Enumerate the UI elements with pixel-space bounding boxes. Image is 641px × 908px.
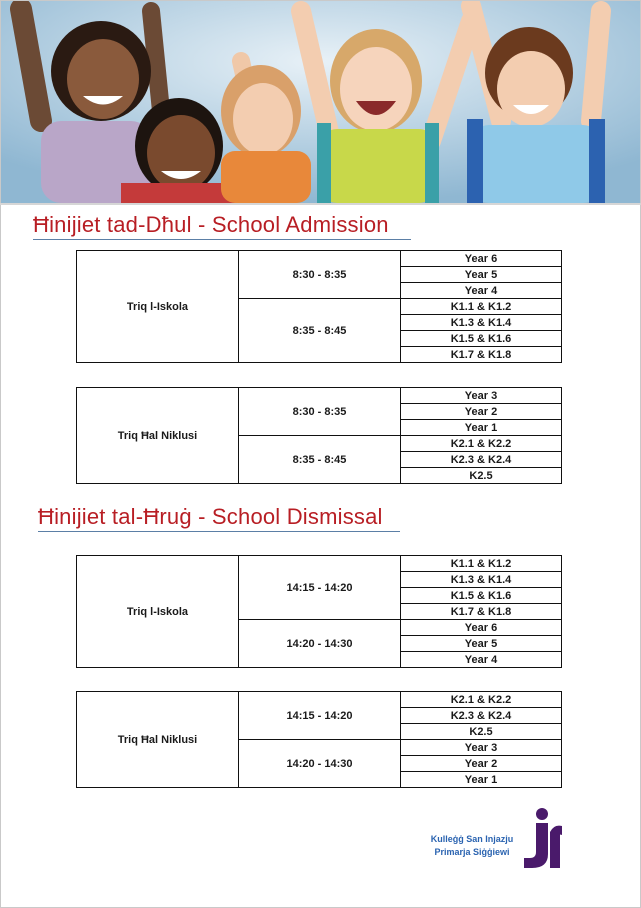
class-cell: K1.7 & K1.8 [401, 347, 562, 363]
class-cell: Year 4 [401, 283, 562, 299]
class-cell: Year 2 [401, 404, 562, 420]
class-cell: K2.3 & K2.4 [401, 452, 562, 468]
class-cell: K1.7 & K1.8 [401, 604, 562, 620]
hero-photo [1, 1, 640, 203]
admission-table-2 [76, 387, 562, 484]
time-cell: 8:35 - 8:45 [239, 299, 401, 363]
class-cell: K2.1 & K2.2 [401, 436, 562, 452]
class-cell: K1.5 & K1.6 [401, 331, 562, 347]
class-cell: K2.3 & K2.4 [401, 708, 562, 724]
class-cell: Year 3 [401, 740, 562, 756]
location-cell: Triq Ħal Niklusi [77, 692, 239, 788]
class-cell: Year 6 [401, 251, 562, 267]
class-cell: K1.3 & K1.4 [401, 315, 562, 331]
time-cell: 8:30 - 8:35 [239, 251, 401, 299]
location-cell: Triq Ħal Niklusi [77, 388, 239, 484]
admission-title: Ħinijiet tad-Dħul - School Admission [33, 212, 389, 237]
school-name [420, 833, 524, 859]
class-cell: Year 5 [401, 267, 562, 283]
dismissal-title-underline [38, 531, 400, 532]
class-cell: K2.1 & K2.2 [401, 692, 562, 708]
class-cell: Year 5 [401, 636, 562, 652]
location-cell: Triq l-Iskola [77, 251, 239, 363]
class-cell: Year 6 [401, 620, 562, 636]
time-cell: 14:20 - 14:30 [239, 740, 401, 788]
dismissal-table-1 [76, 555, 562, 668]
location-cell: Triq l-Iskola [77, 556, 239, 668]
class-cell: Year 1 [401, 420, 562, 436]
class-cell: Year 2 [401, 756, 562, 772]
dismissal-title: Ħinijiet tal-Ħruġ - School Dismissal [38, 504, 383, 529]
school-name-line-1: Kulleġġ San Injazju [430, 834, 514, 844]
school-logo [520, 808, 564, 870]
time-cell: 14:15 - 14:20 [239, 692, 401, 740]
class-cell: K2.5 [401, 724, 562, 740]
class-cell: Year 3 [401, 388, 562, 404]
admission-table-1 [76, 250, 562, 363]
dismissal-table-2 [76, 691, 562, 788]
children-illustration [1, 1, 640, 203]
time-cell: 8:30 - 8:35 [239, 388, 401, 436]
class-cell: K1.1 & K1.2 [401, 556, 562, 572]
class-cell: K1.1 & K1.2 [401, 299, 562, 315]
time-cell: 8:35 - 8:45 [239, 436, 401, 484]
school-name-line-2: Primarja Siġġiewi [434, 847, 510, 857]
time-cell: 14:20 - 14:30 [239, 620, 401, 668]
time-cell: 14:15 - 14:20 [239, 556, 401, 620]
class-cell: Year 4 [401, 652, 562, 668]
hero-divider [0, 203, 641, 205]
class-cell: K1.5 & K1.6 [401, 588, 562, 604]
class-cell: K2.5 [401, 468, 562, 484]
class-cell: K1.3 & K1.4 [401, 572, 562, 588]
admission-title-underline [33, 239, 411, 240]
class-cell: Year 1 [401, 772, 562, 788]
